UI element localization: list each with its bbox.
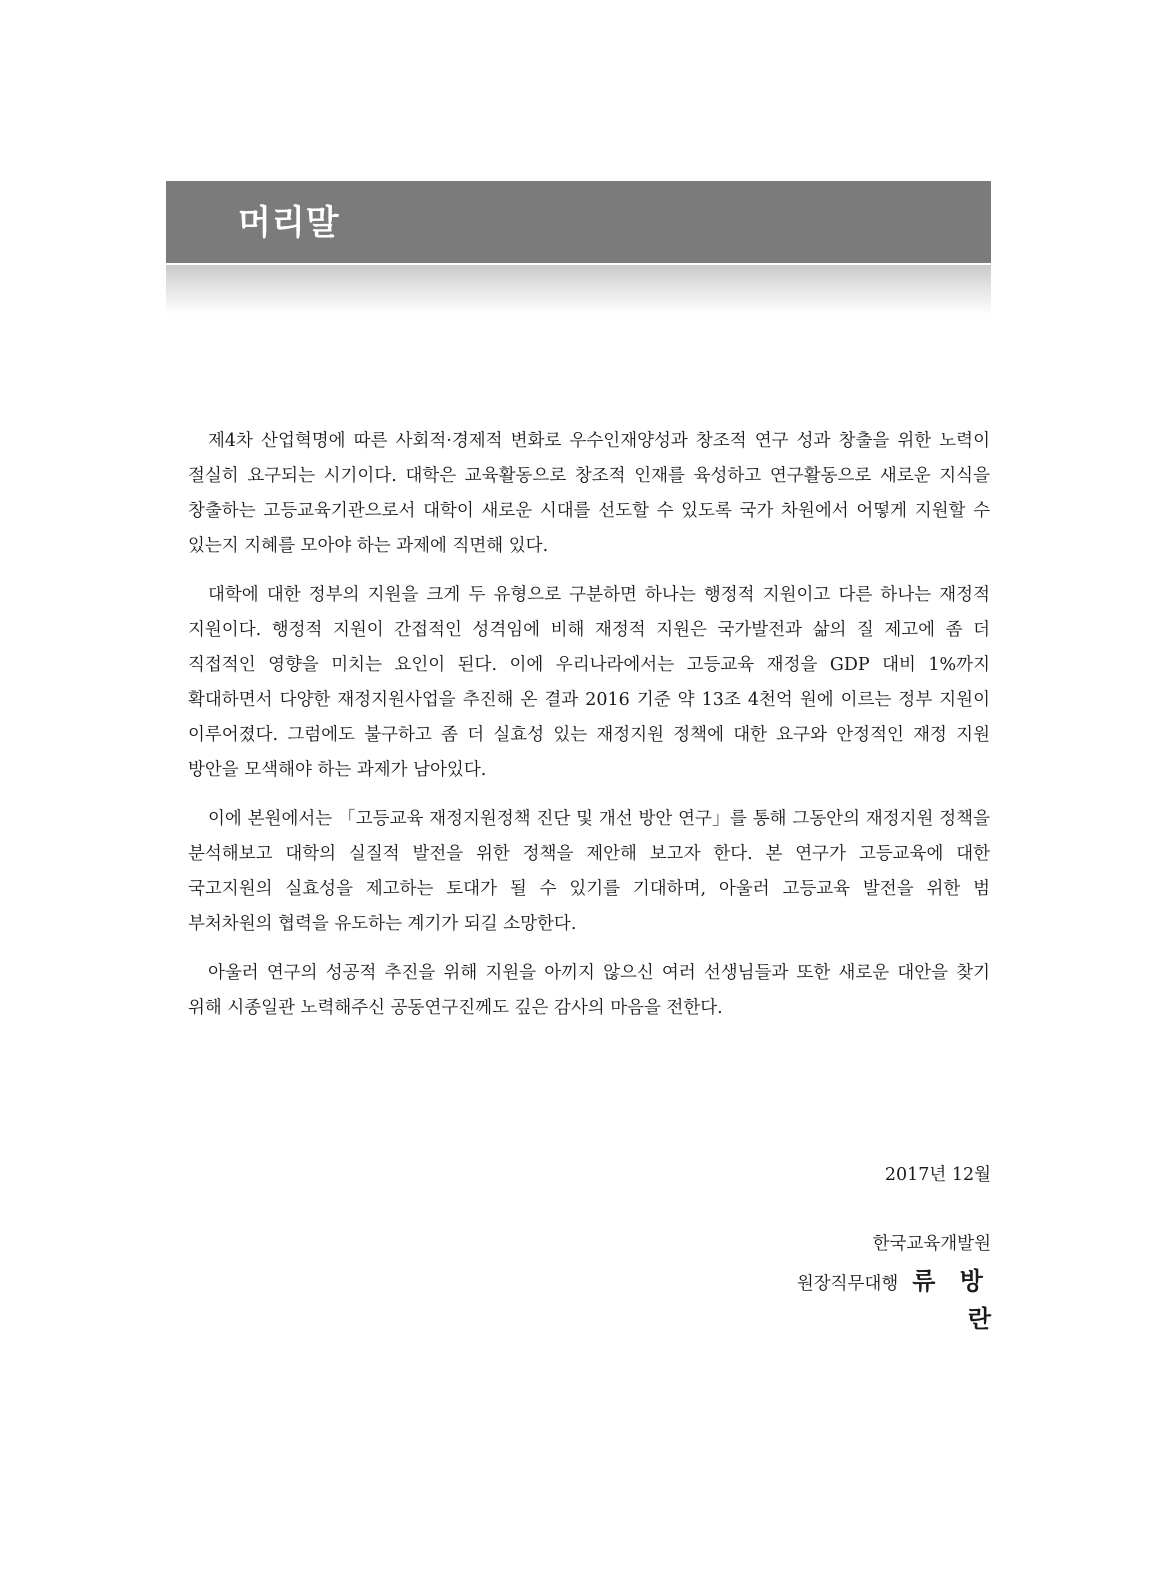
signer-title: 원장직무대행 bbox=[796, 1274, 899, 1294]
page-title: 머리말 bbox=[238, 203, 340, 243]
organization-name: 한국교육개발원 bbox=[872, 1234, 991, 1254]
closing-date: 2017년 12월 bbox=[884, 1165, 991, 1185]
closing-block bbox=[757, 1158, 999, 1340]
preface-paragraph-1: 제4차 산업혁명에 따른 사회적·경제적 변화로 우수인재양성과 창조적 연구 성과 창출을 위한 노력이 절실히 요구되는 시기이다. 대학은 교육활동으로 창조적 인재를 육성하고 연구활동으로 새로운 지식을 창출하는 고등교육기관으로서 대학이 새로운 시대를 선도할 수 있도록 국가 차원에서 어떻게 지원할 수 있는지 지혜를 모아야 하는 과제에 직면해 있다. bbox=[188, 431, 990, 556]
preface-paragraph-4: 아울러 연구의 성공적 추진을 위해 지원을 아끼지 않으신 여러 선생님들과 또한 새로운 대안을 찾기 위해 시종일관 노력해주신 공동연구진께도 깊은 감사의 마음을 전한다. bbox=[188, 963, 990, 1018]
header-shadow bbox=[166, 265, 991, 315]
header-band bbox=[166, 181, 991, 263]
preface-body bbox=[188, 424, 990, 1040]
signer-name: 류 방 란 bbox=[912, 1267, 999, 1333]
signoff-line bbox=[757, 1264, 999, 1340]
preface-paragraph-3: 이에 본원에서는 「고등교육 재정지원정책 진단 및 개선 방안 연구」를 통해 그동안의 재정지원 정책을 분석해보고 대학의 실질적 발전을 위한 정책을 제안해 보고자 한다. 본 연구가 고등교육에 대한 국고지원의 실효성을 제고하는 토대가 될 수 있기를 기대하며, 아울러 고등교육 발전을 위한 범 부처차원의 협력을 유도하는 계기가 되길 소망한다. bbox=[188, 809, 990, 934]
preface-paragraph-2: 대학에 대한 정부의 지원을 크게 두 유형으로 구분하면 하나는 행정적 지원이고 다른 하나는 재정적 지원이다. 행정적 지원이 간접적인 성격임에 비해 재정적 지원은 국가발전과 삶의 질 제고에 좀 더 직접적인 영향을 미치는 요인이 된다. 이에 우리나라에서는 고등교육 재정을 GDP 대비 1%까지 확대하면서 다양한 재정지원사업을 추진해 온 결과 2016 기준 약 13조 4천억 원에 이르는 정부 지원이 이루어졌다. 그럼에도 불구하고 좀 더 실효성 있는 재정지원 정책에 대한 요구와 안정적인 재정 지원 방안을 모색해야 하는 과제가 남아있다. bbox=[188, 585, 990, 780]
